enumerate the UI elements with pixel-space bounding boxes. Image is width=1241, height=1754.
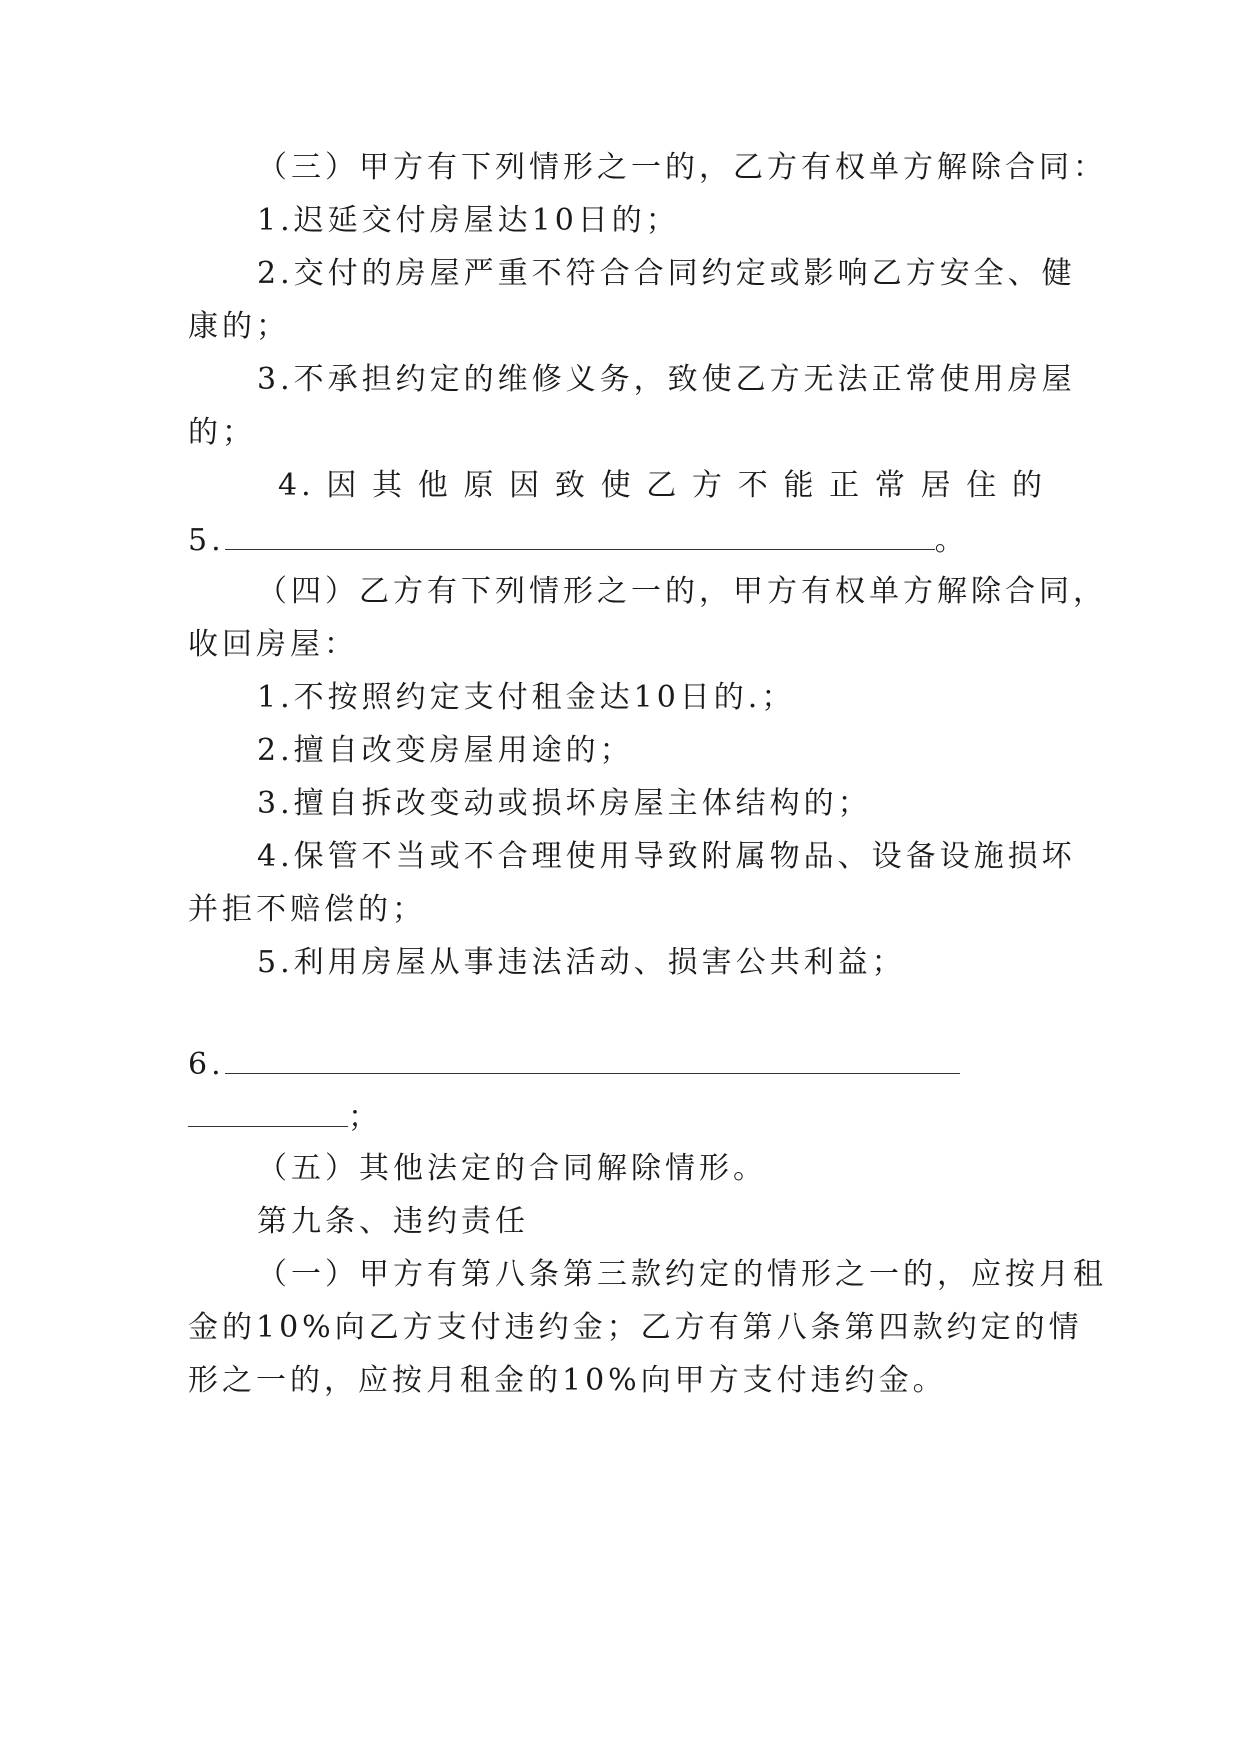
clause-3-item-4: 4.因其他原因致使乙方不能正常居住的 [278, 468, 1046, 503]
clause-4-item-6-cont [188, 1096, 1048, 1136]
clause-4-heading: （四）乙方有下列情形之一的，甲方有权单方解除合同， [257, 574, 1107, 609]
clause-4-item-4: 4.保管不当或不合理使用导致附属物品、设备设施损坏 [257, 839, 1076, 874]
clause-4-item-3: 3.擅自拆改变动或损坏房屋主体结构的； [257, 786, 872, 821]
article-9-clause-1-cont-1: 金的10%向乙方支付违约金；乙方有第八条第四款约定的情 [188, 1310, 1083, 1345]
clause-4-item-2: 2.擅自改变房屋用途的； [257, 733, 634, 768]
clause-4-heading-cont: 收回房屋： [188, 627, 358, 662]
item-6-blank [225, 1043, 960, 1074]
article-9-clause-1-cont-2: 形之一的，应按月租金的10%向甲方支付违约金。 [188, 1363, 947, 1398]
item-6-number: 6. [188, 1047, 225, 1082]
item-5-end: 。 [934, 523, 969, 558]
clause-3-item-2: 2.交付的房屋严重不符合合同约定或影响乙方安全、健 [257, 256, 1076, 291]
item-5-number: 5. [188, 523, 225, 558]
clause-3-item-2-cont: 康的； [188, 309, 290, 344]
clause-3-item-3: 3.不承担约定的维修义务，致使乙方无法正常使用房屋 [257, 362, 1076, 397]
clause-3-item-5 [188, 519, 1048, 559]
item-6-blank-cont [188, 1096, 348, 1127]
item-5-blank [225, 519, 935, 550]
clause-3-heading: （三）甲方有下列情形之一的，乙方有权单方解除合同： [257, 150, 1107, 185]
clause-4-item-4-cont: 并拒不赔偿的； [188, 892, 426, 927]
clause-5: （五）其他法定的合同解除情形。 [257, 1151, 767, 1186]
article-9-title: 第九条、违约责任 [257, 1204, 529, 1239]
clause-4-item-5: 5.利用房屋从事违法活动、损害公共利益； [257, 945, 906, 980]
article-9-clause-1: （一）甲方有第八条第三款约定的情形之一的，应按月租 [257, 1257, 1107, 1292]
item-6-end: ； [348, 1100, 382, 1135]
clause-4-item-6 [188, 1043, 1048, 1083]
clause-4-item-1: 1.不按照约定支付租金达10日的.； [257, 680, 796, 715]
clause-3-item-1: 1.迟延交付房屋达10日的； [257, 203, 680, 238]
clause-3-item-3-cont: 的； [188, 415, 256, 450]
